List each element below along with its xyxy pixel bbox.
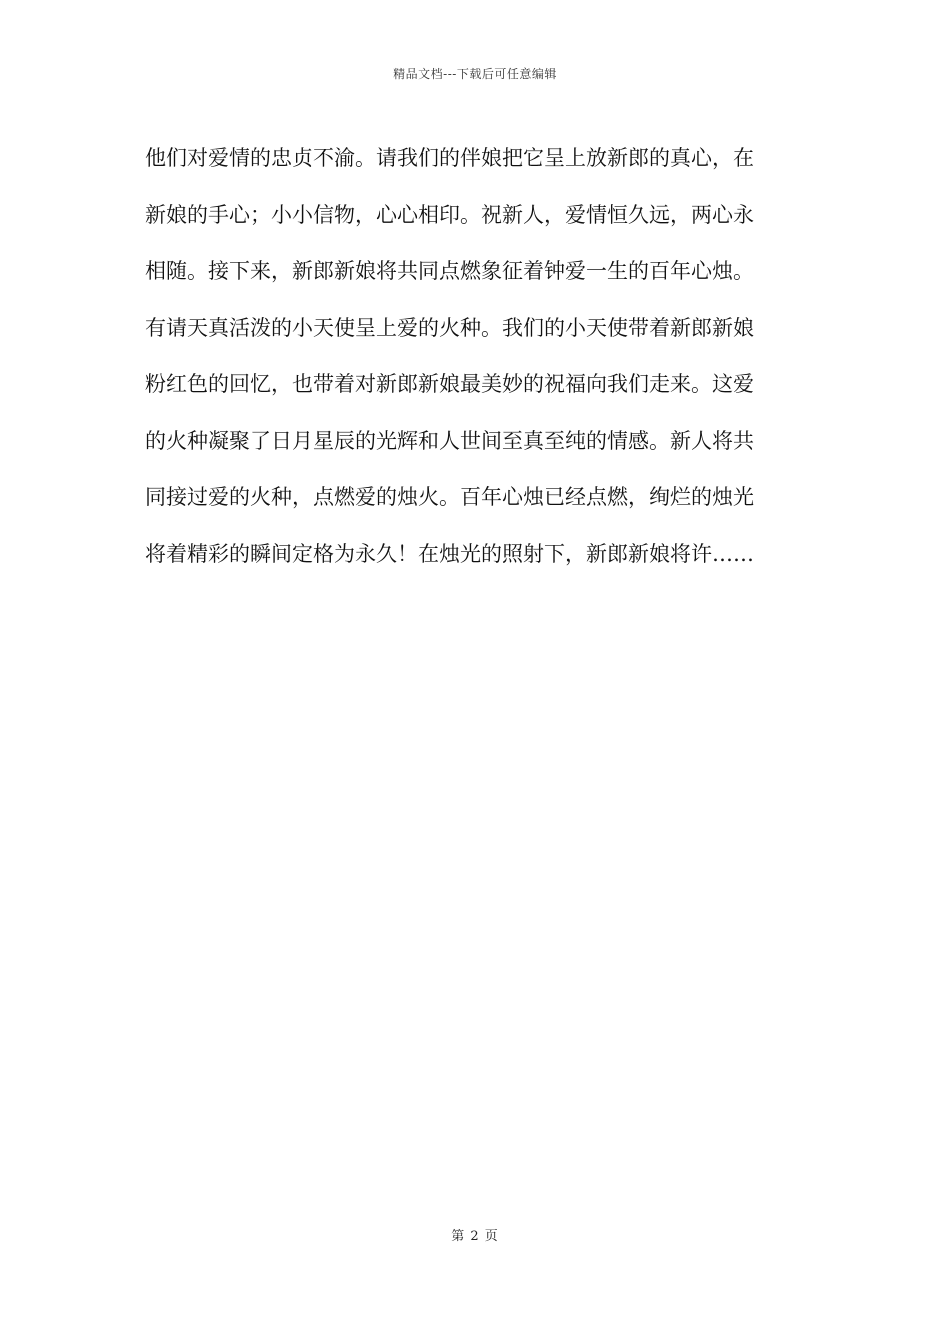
page-number: 第 2 页 [451,1229,499,1244]
paragraph-line: 的火种凝聚了日月星辰的光辉和人世间至真至纯的情感。新人将共 [145,428,754,453]
page-header: 精品文档---下载后可任意编辑 [393,67,557,81]
paragraph-line: 同接过爱的火种，点燃爱的烛火。百年心烛已经点燃，绚烂的烛光 [145,485,754,509]
paragraph-line: 新娘的手心；小小信物，心心相印。祝新人，爱情恒久远，两心永 [145,202,754,227]
paragraph-line: 有请天真活泼的小天使呈上爱的火种。我们的小天使带着新郎新娘 [145,315,754,340]
paragraph-line: 粉红色的回忆，也带着对新郎新娘最美妙的祝福向我们走来。这爱 [145,372,754,396]
paragraph-line: 他们对爱情的忠贞不渝。请我们的伴娘把它呈上放新郎的真心，在 [145,146,754,170]
body-paragraph [145,130,809,582]
paragraph-line: 相随。接下来，新郎新娘将共同点燃象征着钟爱一生的百年心烛。 [145,259,754,283]
paragraph-line: 将着精彩的瞬间定格为永久！在烛光的照射下，新郎新娘将许…… [145,541,754,566]
